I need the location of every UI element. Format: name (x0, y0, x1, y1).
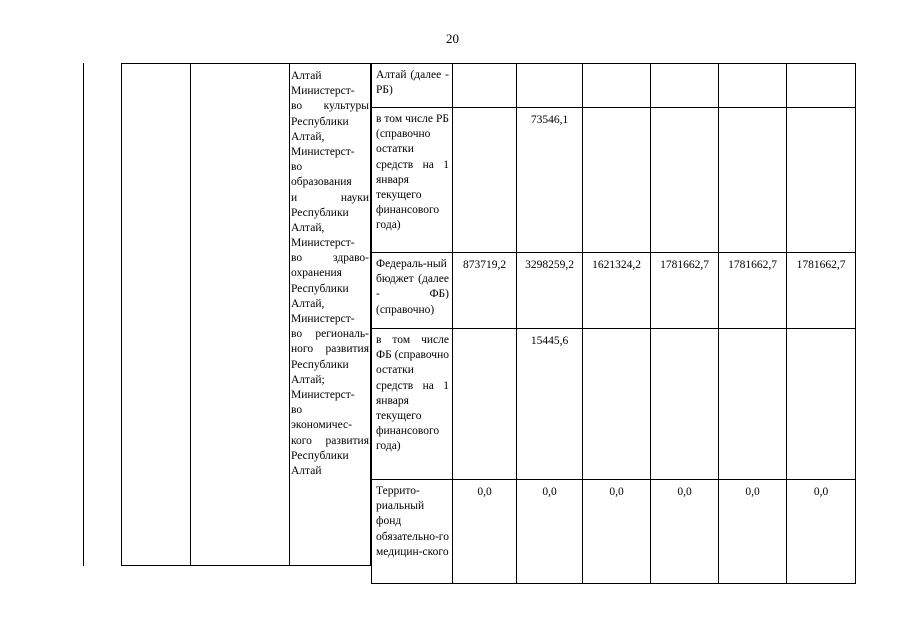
ministry-line: Республики (291, 115, 349, 128)
ministry-line: Министерст- (291, 237, 355, 250)
value-cell: 1781662,7 (787, 253, 856, 329)
value-cell (651, 329, 719, 480)
value-cell: 0,0 (787, 480, 856, 584)
ministry-line: во (291, 404, 303, 417)
value-cell: 3298259,2 (517, 253, 583, 329)
ministry-line: Республики (291, 449, 349, 462)
value-cell: 1781662,7 (719, 253, 787, 329)
ministry-line: Алтай (291, 70, 322, 82)
value-cell: 1781662,7 (651, 253, 719, 329)
ministry-line: Алтай, (291, 297, 325, 310)
ministry-line: Алтай (291, 464, 322, 477)
value-cell: 73546,1 (517, 108, 583, 253)
ministry-line: во культуры (291, 100, 369, 113)
ministry-line: охранения (291, 267, 342, 280)
value-cell (651, 64, 719, 108)
ministry-line: Республики (291, 282, 349, 295)
row-label: Террито-риальный фонд обязательно-го медицин-ского (372, 480, 453, 584)
value-cell (453, 329, 517, 480)
value-cell (583, 108, 651, 253)
value-cell: 0,0 (517, 480, 583, 584)
value-cell: 0,0 (583, 480, 651, 584)
ministry-line: Алтай; (291, 373, 325, 386)
value-cell (651, 108, 719, 253)
table-row (372, 480, 856, 584)
value-cell: 0,0 (453, 480, 517, 584)
ministry-line: Министерст- (291, 388, 355, 401)
value-cell (719, 329, 787, 480)
value-cell: 15445,6 (517, 329, 583, 480)
value-cell: 873719,2 (453, 253, 517, 329)
funding-table (371, 63, 856, 584)
value-cell: 1621324,2 (583, 253, 651, 329)
ministry-line: ного развития (291, 343, 369, 356)
ministry-line: Республики (291, 206, 349, 219)
margin-rule (83, 63, 84, 566)
row-label: в том числе ФБ (справочно остатки средств на 1 января текущего финансового года) (372, 329, 453, 480)
value-cell (787, 329, 856, 480)
table-row (372, 253, 856, 329)
value-cell (583, 64, 651, 108)
ministry-line: во (291, 161, 303, 174)
ministry-line: во здраво- (291, 252, 369, 265)
value-cell (719, 64, 787, 108)
value-cell (787, 108, 856, 253)
value-cell (453, 108, 517, 253)
ministry-line: экономичес- (291, 419, 352, 432)
value-cell (583, 329, 651, 480)
row-label: Алтай (далее - РБ) (372, 64, 453, 108)
value-cell (453, 64, 517, 108)
responsible-ministries-text (291, 69, 369, 479)
row-label: в том числе РБ (справочно остатки средств на 1 января текущего финансового года) (372, 108, 453, 253)
table-row (372, 64, 856, 108)
value-cell (517, 64, 583, 108)
value-cell: 0,0 (651, 480, 719, 584)
table-row (372, 329, 856, 480)
value-cell (787, 64, 856, 108)
ministry-line: Республики (291, 358, 349, 371)
empty-cell-2 (191, 64, 290, 566)
ministry-line: Алтай, (291, 221, 325, 234)
ministry-line: во региональ- (291, 328, 369, 341)
value-cell: 0,0 (719, 480, 787, 584)
ministry-line: образования (291, 176, 352, 189)
ministry-line: Министерст- (291, 313, 355, 325)
row-label: Федераль-ный бюджет (далее - ФБ) (справочно) (372, 253, 453, 329)
ministry-line: и науки (291, 191, 369, 204)
empty-cell-1 (122, 64, 191, 566)
ministry-line: Алтай, (291, 130, 325, 143)
ministry-line: кого развития (291, 434, 369, 447)
page-number: 20 (446, 31, 459, 46)
value-cell (719, 108, 787, 253)
table-row (372, 108, 856, 253)
ministry-line: Министерст- (291, 145, 355, 158)
ministry-line: Министерст- (291, 85, 355, 98)
